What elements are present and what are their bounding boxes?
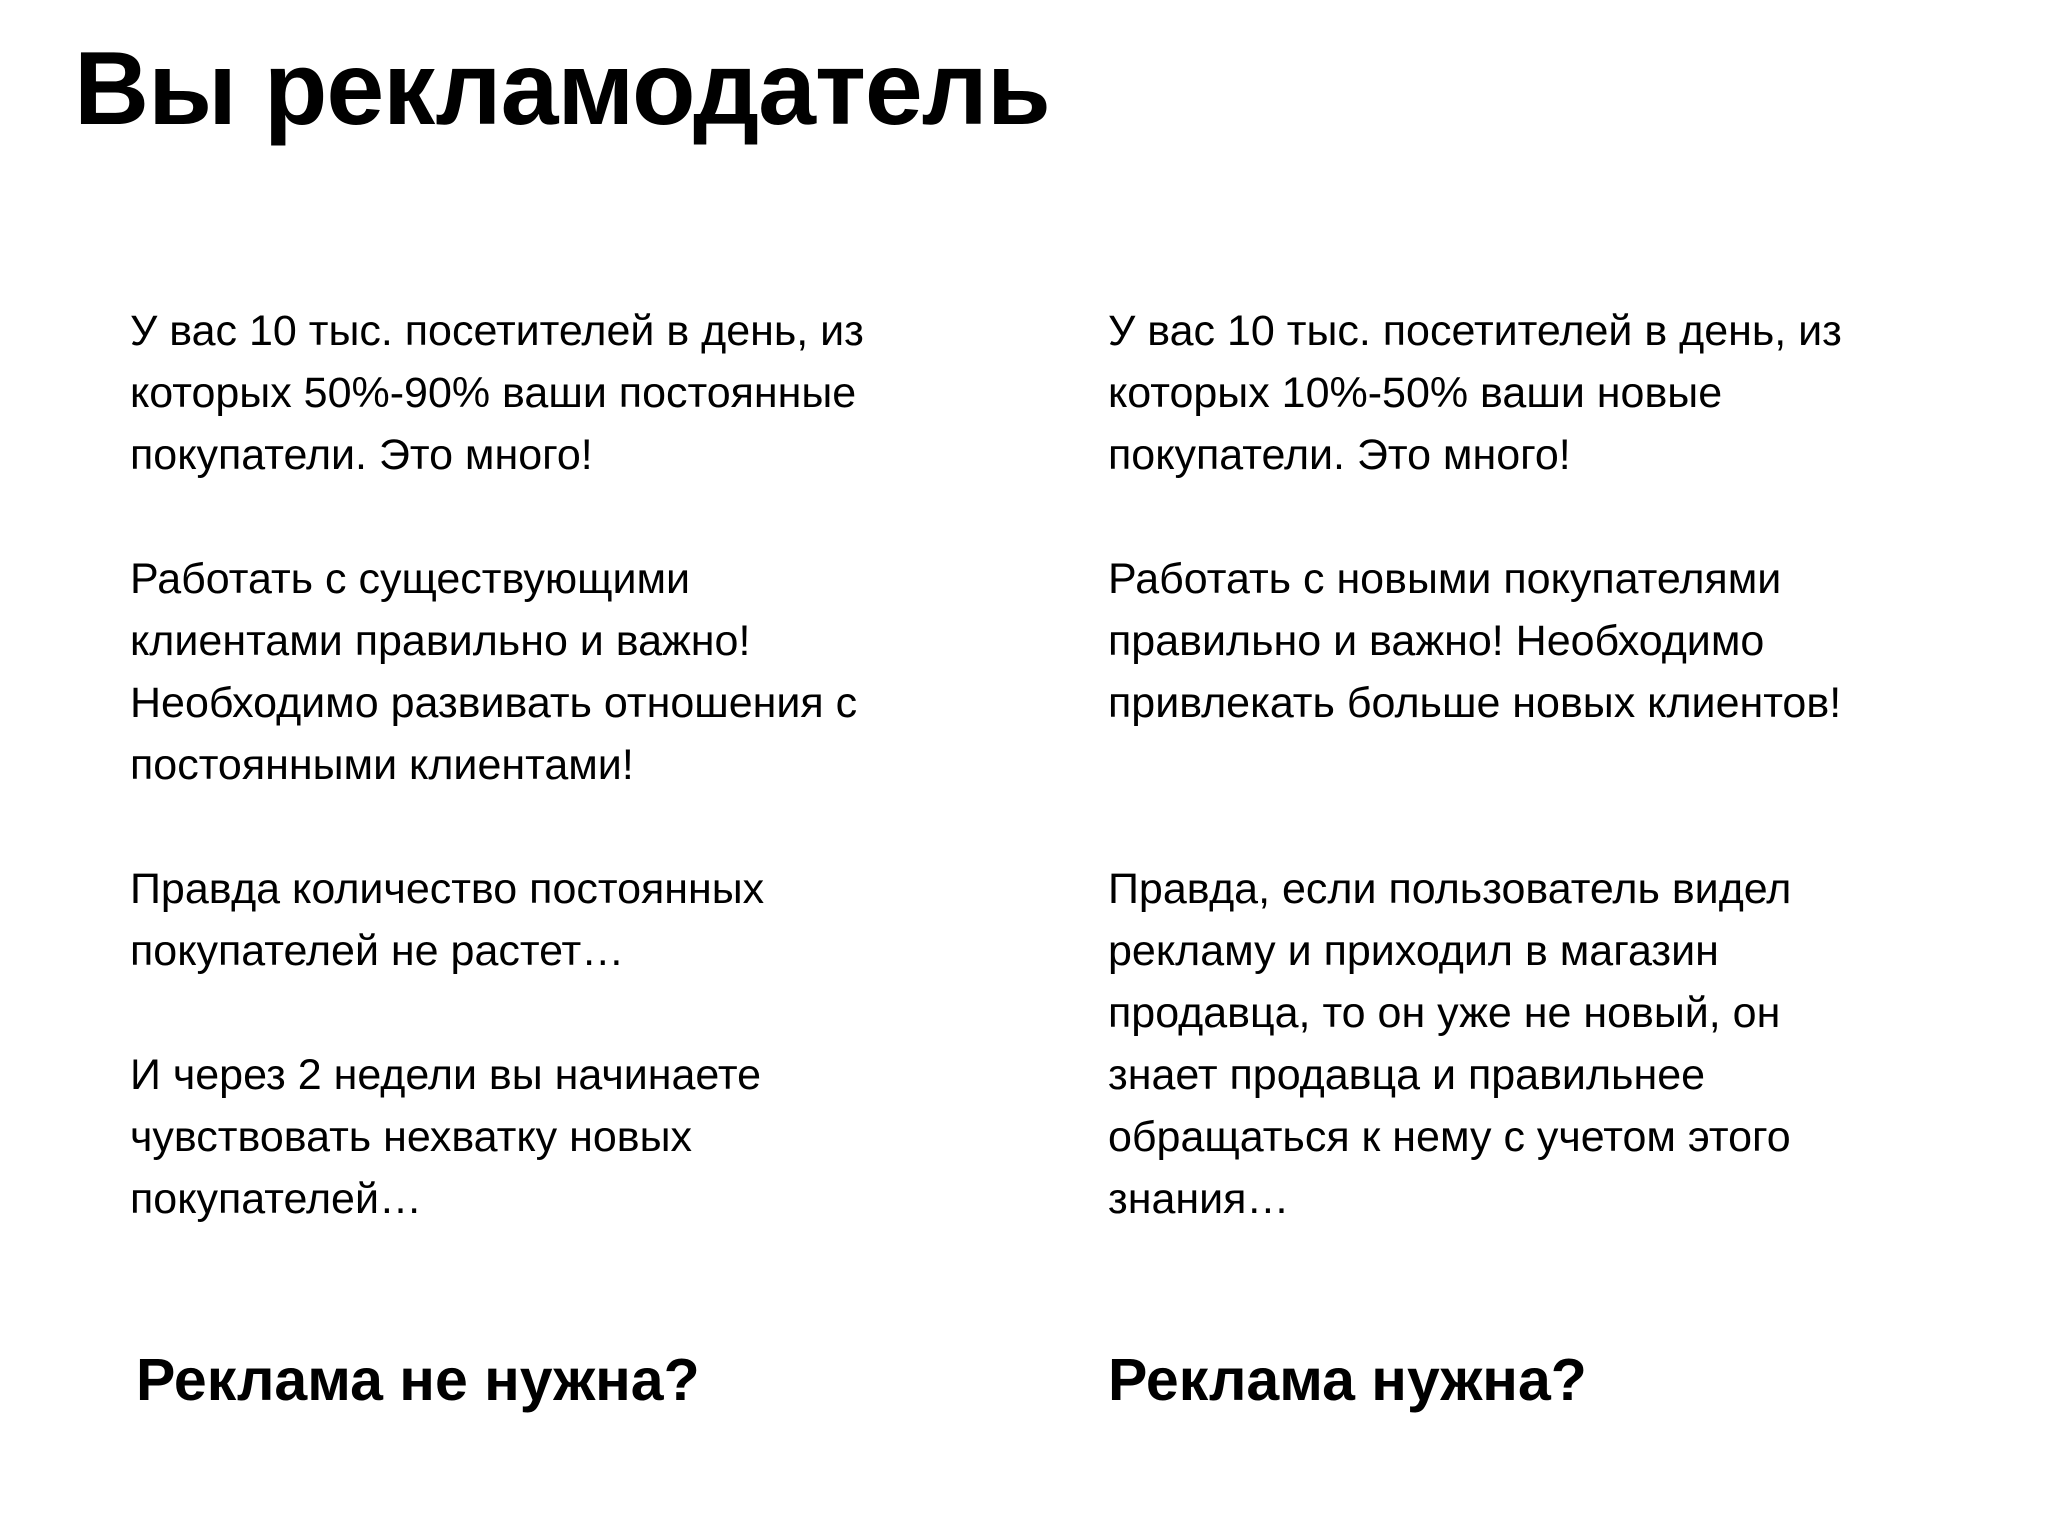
left-paragraph-1: У вас 10 тыс. посетителей в день, из которых 50%-90% ваши постоянные покупатели. Это много! bbox=[130, 307, 864, 479]
right-paragraph-2: Работать с новыми покупателями правильно и важно! Необходимо привлекать больше новых клиентов! bbox=[1108, 555, 1842, 727]
right-question: Реклама нужна? bbox=[1108, 1347, 1587, 1413]
left-paragraph-2: Работать с существующими клиентами правильно и важно! Необходимо развивать отношения с постоянными клиентами! bbox=[130, 555, 858, 789]
slide-title: Вы рекламодатель bbox=[74, 31, 1050, 147]
left-question: Реклама не нужна? bbox=[136, 1347, 700, 1413]
right-paragraph-1: У вас 10 тыс. посетителей в день, из которых 10%-50% ваши новые покупатели. Это много! bbox=[1108, 307, 1842, 479]
left-paragraph-3: Правда количество постоянных покупателей не растет… bbox=[130, 865, 765, 975]
right-paragraph-3: Правда, если пользователь видел рекламу и приходил в магазин продавца, то он уже не новый, он знает продавца и правильнее обращаться к нему с учетом этого знания… bbox=[1108, 865, 1792, 1223]
left-paragraph-4: И через 2 недели вы начинаете чувствовать нехватку новых покупателей… bbox=[130, 1051, 762, 1223]
